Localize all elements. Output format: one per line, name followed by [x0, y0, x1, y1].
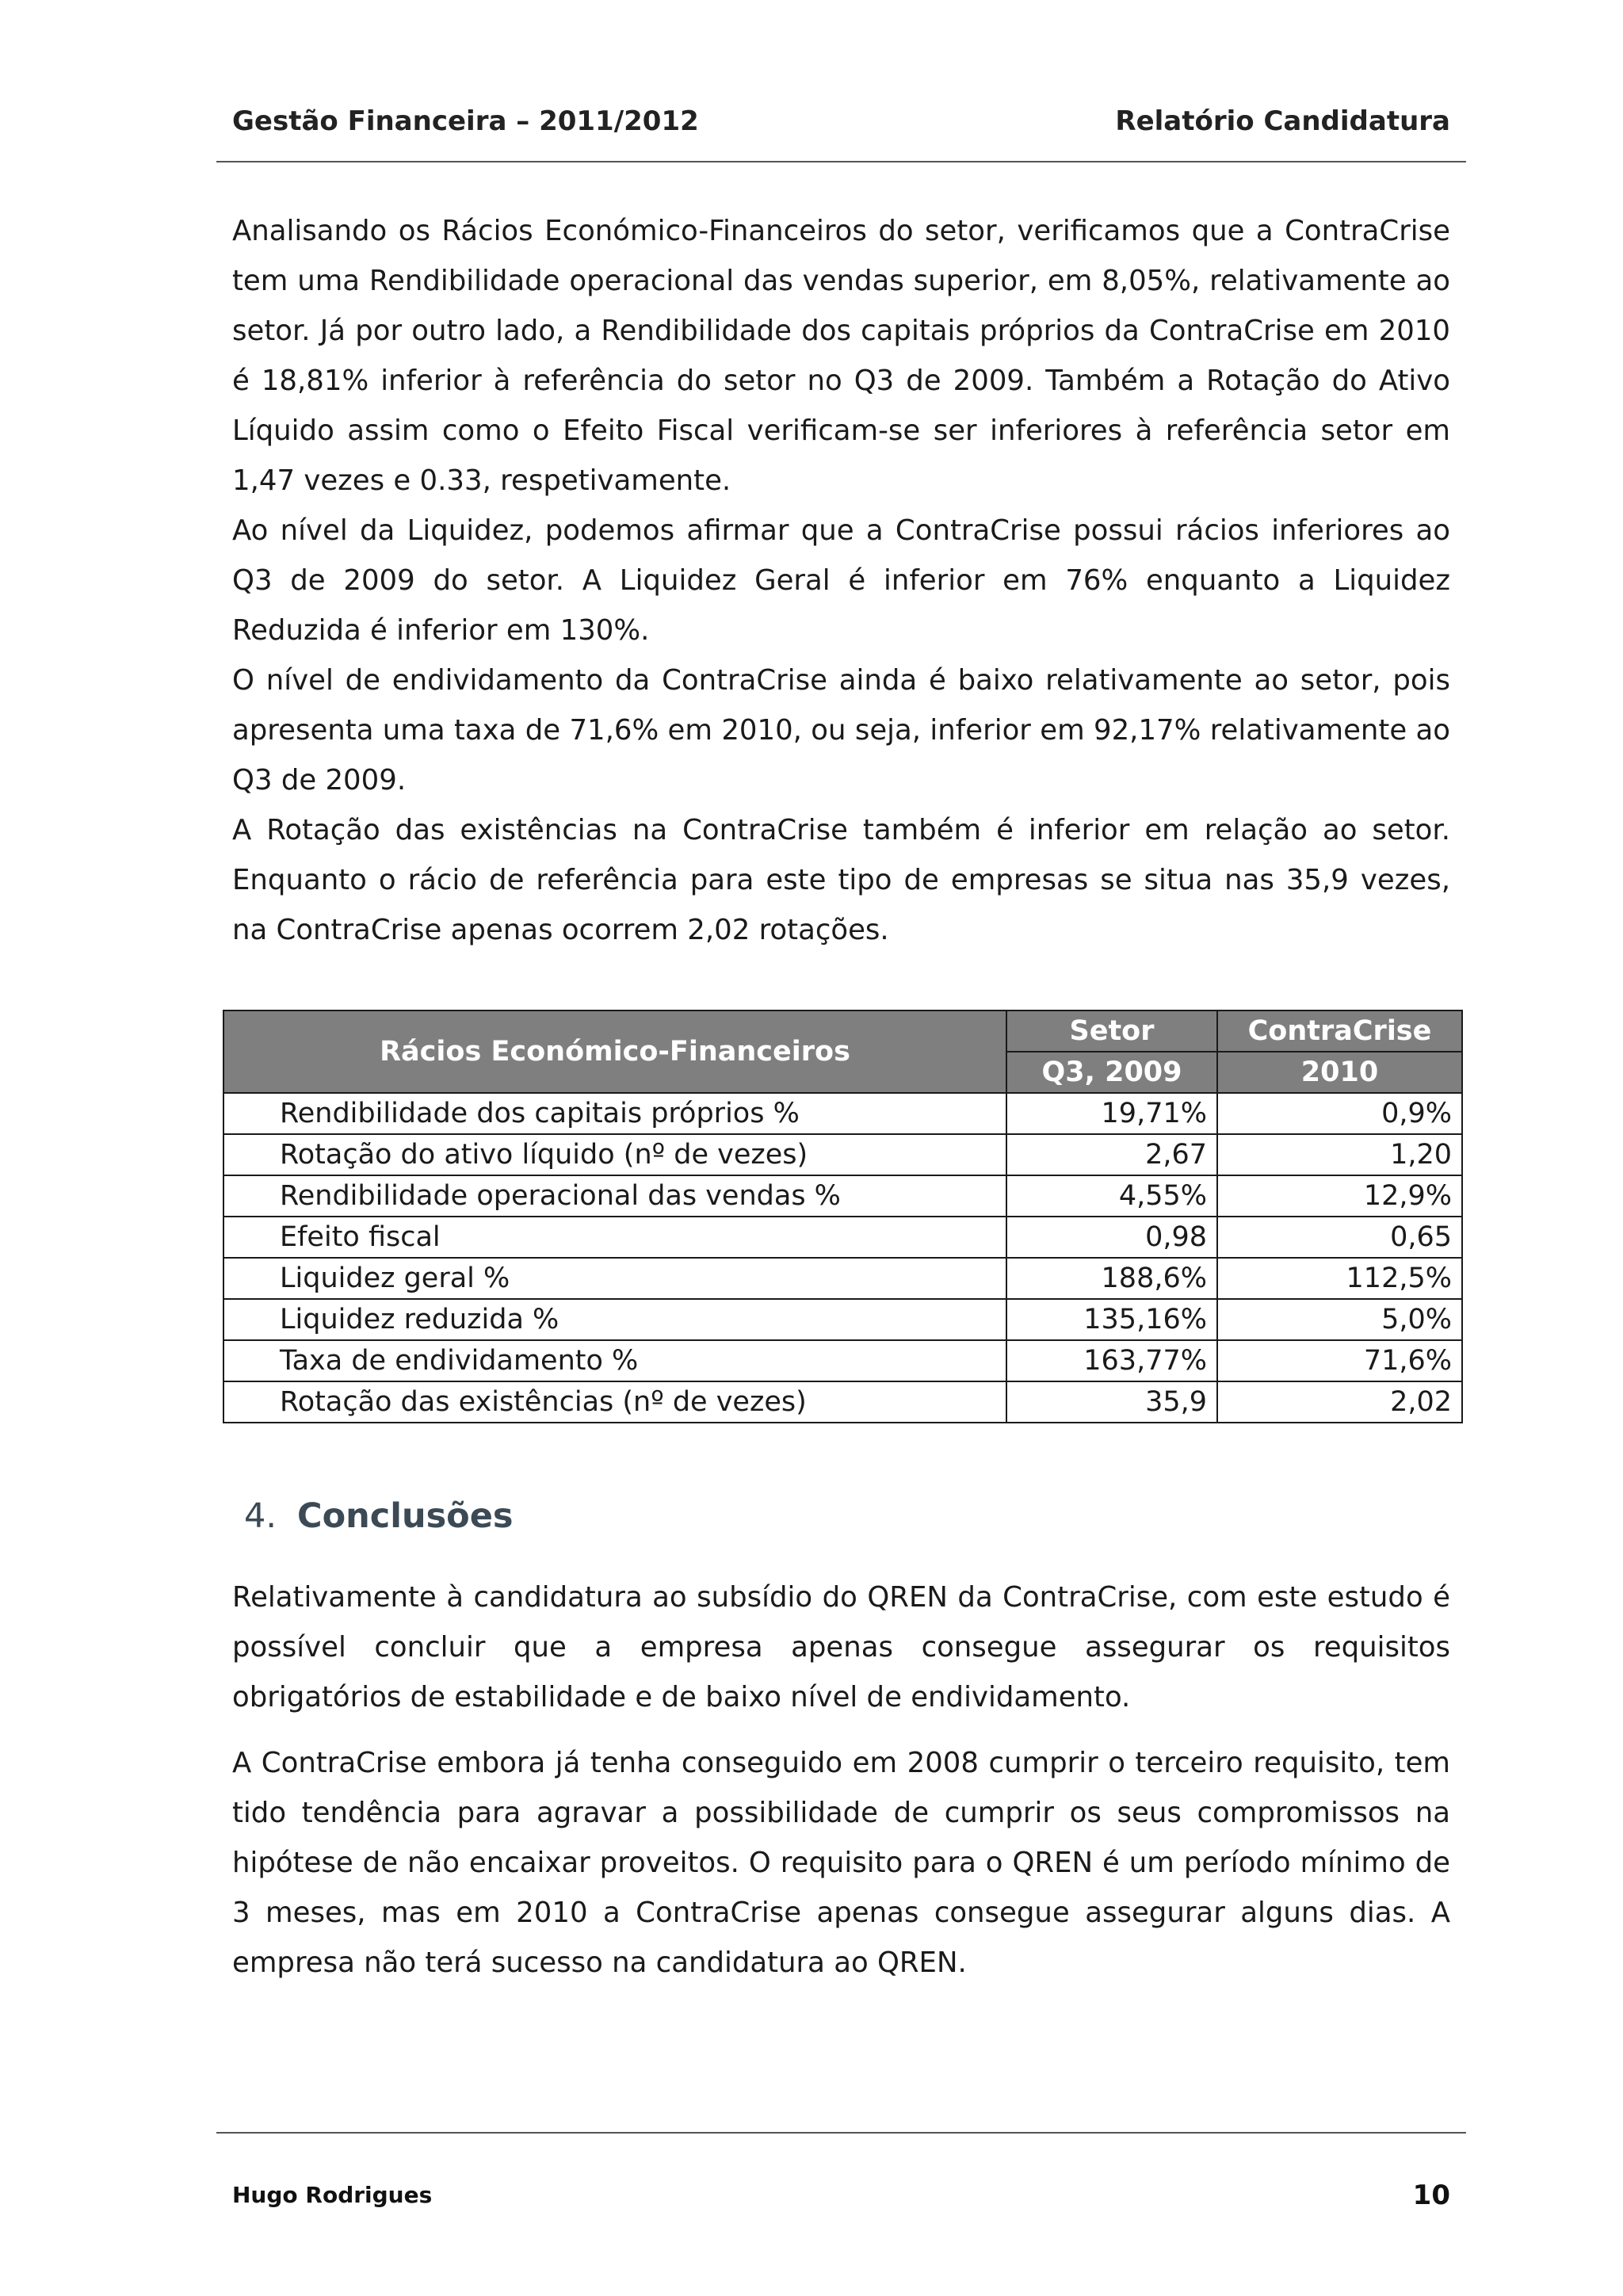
setor-value: 188,6%	[1006, 1258, 1217, 1299]
footer-divider	[216, 2132, 1466, 2134]
section-heading	[244, 1496, 513, 1536]
ratio-label: Rotação das existências (nº de vezes)	[223, 1381, 1006, 1423]
ratio-label: Rendibilidade dos capitais próprios %	[223, 1093, 1006, 1134]
table-subheader-setor: Q3, 2009	[1006, 1052, 1217, 1093]
analysis-paragraph: A Rotação das existências na ContraCrise também é inferior em relação ao setor. Enquanto o rácio de referência para este tipo de empresas se situa nas 35,9 vezes, na ContraCrise apenas ocorrem 2,02 rotações.	[232, 814, 1450, 946]
section-title: Conclusões	[297, 1496, 514, 1536]
ratio-label: Liquidez geral %	[223, 1258, 1006, 1299]
header-course-title: Gestão Financeira – 2011/2012	[232, 105, 699, 137]
setor-value: 4,55%	[1006, 1175, 1217, 1217]
contracrise-value: 12,9%	[1217, 1175, 1462, 1217]
conclusion-text	[232, 1572, 1450, 1988]
ratio-label: Rendibilidade operacional das vendas %	[223, 1175, 1006, 1217]
table-header-setor: Setor	[1006, 1010, 1217, 1052]
ratio-label: Rotação do ativo líquido (nº de vezes)	[223, 1134, 1006, 1175]
page-number: 10	[1412, 2179, 1450, 2211]
analysis-paragraph: Analisando os Rácios Económico-Financeiros do setor, verificamos que a ContraCrise tem uma Rendibilidade operacional das vendas superior, em 8,05%, relativamente ao setor. Já por outro lado, a Rendibilidade dos capitais próprios da ContraCrise em 2010 é 18,81% inferior à referência do setor no Q3 de 2009. Também a Rotação do Ativo Líquido assim como o Efeito Fiscal verificam-se ser inferiores à referência setor em 1,47 vezes e 0.33, respetivamente.	[232, 215, 1450, 497]
table-row	[223, 1175, 1462, 1217]
header-divider	[216, 161, 1466, 162]
footer-author: Hugo Rodrigues	[232, 2182, 433, 2208]
table-row	[223, 1381, 1462, 1423]
conclusion-paragraph: Relativamente à candidatura ao subsídio do QREN da ContraCrise, com este estudo é possível concluir que a empresa apenas consegue assegurar os requisitos obrigatórios de estabilidade e de baixo nível de endividamento.	[232, 1581, 1450, 1713]
table-row	[223, 1299, 1462, 1340]
table-row	[223, 1134, 1462, 1175]
section-number: 4.	[244, 1496, 277, 1536]
setor-value: 35,9	[1006, 1381, 1217, 1423]
table-row	[223, 1340, 1462, 1381]
table-row	[223, 1258, 1462, 1299]
ratio-label: Taxa de endividamento %	[223, 1340, 1006, 1381]
analysis-paragraph: O nível de endividamento da ContraCrise ainda é baixo relativamente ao setor, pois apresenta uma taxa de 71,6% em 2010, ou seja, inferior em 92,17% relativamente ao Q3 de 2009.	[232, 664, 1450, 797]
setor-value: 135,16%	[1006, 1299, 1217, 1340]
contracrise-value: 71,6%	[1217, 1340, 1462, 1381]
ratios-table	[223, 1010, 1463, 1423]
contracrise-value: 5,0%	[1217, 1299, 1462, 1340]
ratio-label: Liquidez reduzida %	[223, 1299, 1006, 1340]
table-header-ratios: Rácios Económico-Financeiros	[223, 1010, 1006, 1093]
analysis-text	[232, 206, 1450, 955]
contracrise-value: 2,02	[1217, 1381, 1462, 1423]
table-subheader-contracrise: 2010	[1217, 1052, 1462, 1093]
contracrise-value: 112,5%	[1217, 1258, 1462, 1299]
setor-value: 0,98	[1006, 1217, 1217, 1258]
setor-value: 19,71%	[1006, 1093, 1217, 1134]
header-report-title: Relatório Candidatura	[1115, 105, 1450, 137]
setor-value: 2,67	[1006, 1134, 1217, 1175]
setor-value: 163,77%	[1006, 1340, 1217, 1381]
contracrise-value: 0,65	[1217, 1217, 1462, 1258]
contracrise-value: 0,9%	[1217, 1093, 1462, 1134]
table-header-contracrise: ContraCrise	[1217, 1010, 1462, 1052]
page-header	[232, 105, 1450, 143]
table-row	[223, 1217, 1462, 1258]
ratio-label: Efeito fiscal	[223, 1217, 1006, 1258]
analysis-paragraph: Ao nível da Liquidez, podemos afirmar que a ContraCrise possui rácios inferiores ao Q3 de 2009 do setor. A Liquidez Geral é inferior em 76% enquanto a Liquidez Reduzida é inferior em 130%.	[232, 514, 1450, 647]
table-row	[223, 1093, 1462, 1134]
conclusion-paragraph: A ContraCrise embora já tenha conseguido em 2008 cumprir o terceiro requisito, tem tido tendência para agravar a possibilidade de cumprir os seus compromissos na hipótese de não encaixar proveitos. O requisito para o QREN é um período mínimo de 3 meses, mas em 2010 a ContraCrise apenas consegue assegurar alguns dias. A empresa não terá sucesso na candidatura ao QREN.	[232, 1747, 1450, 1979]
contracrise-value: 1,20	[1217, 1134, 1462, 1175]
